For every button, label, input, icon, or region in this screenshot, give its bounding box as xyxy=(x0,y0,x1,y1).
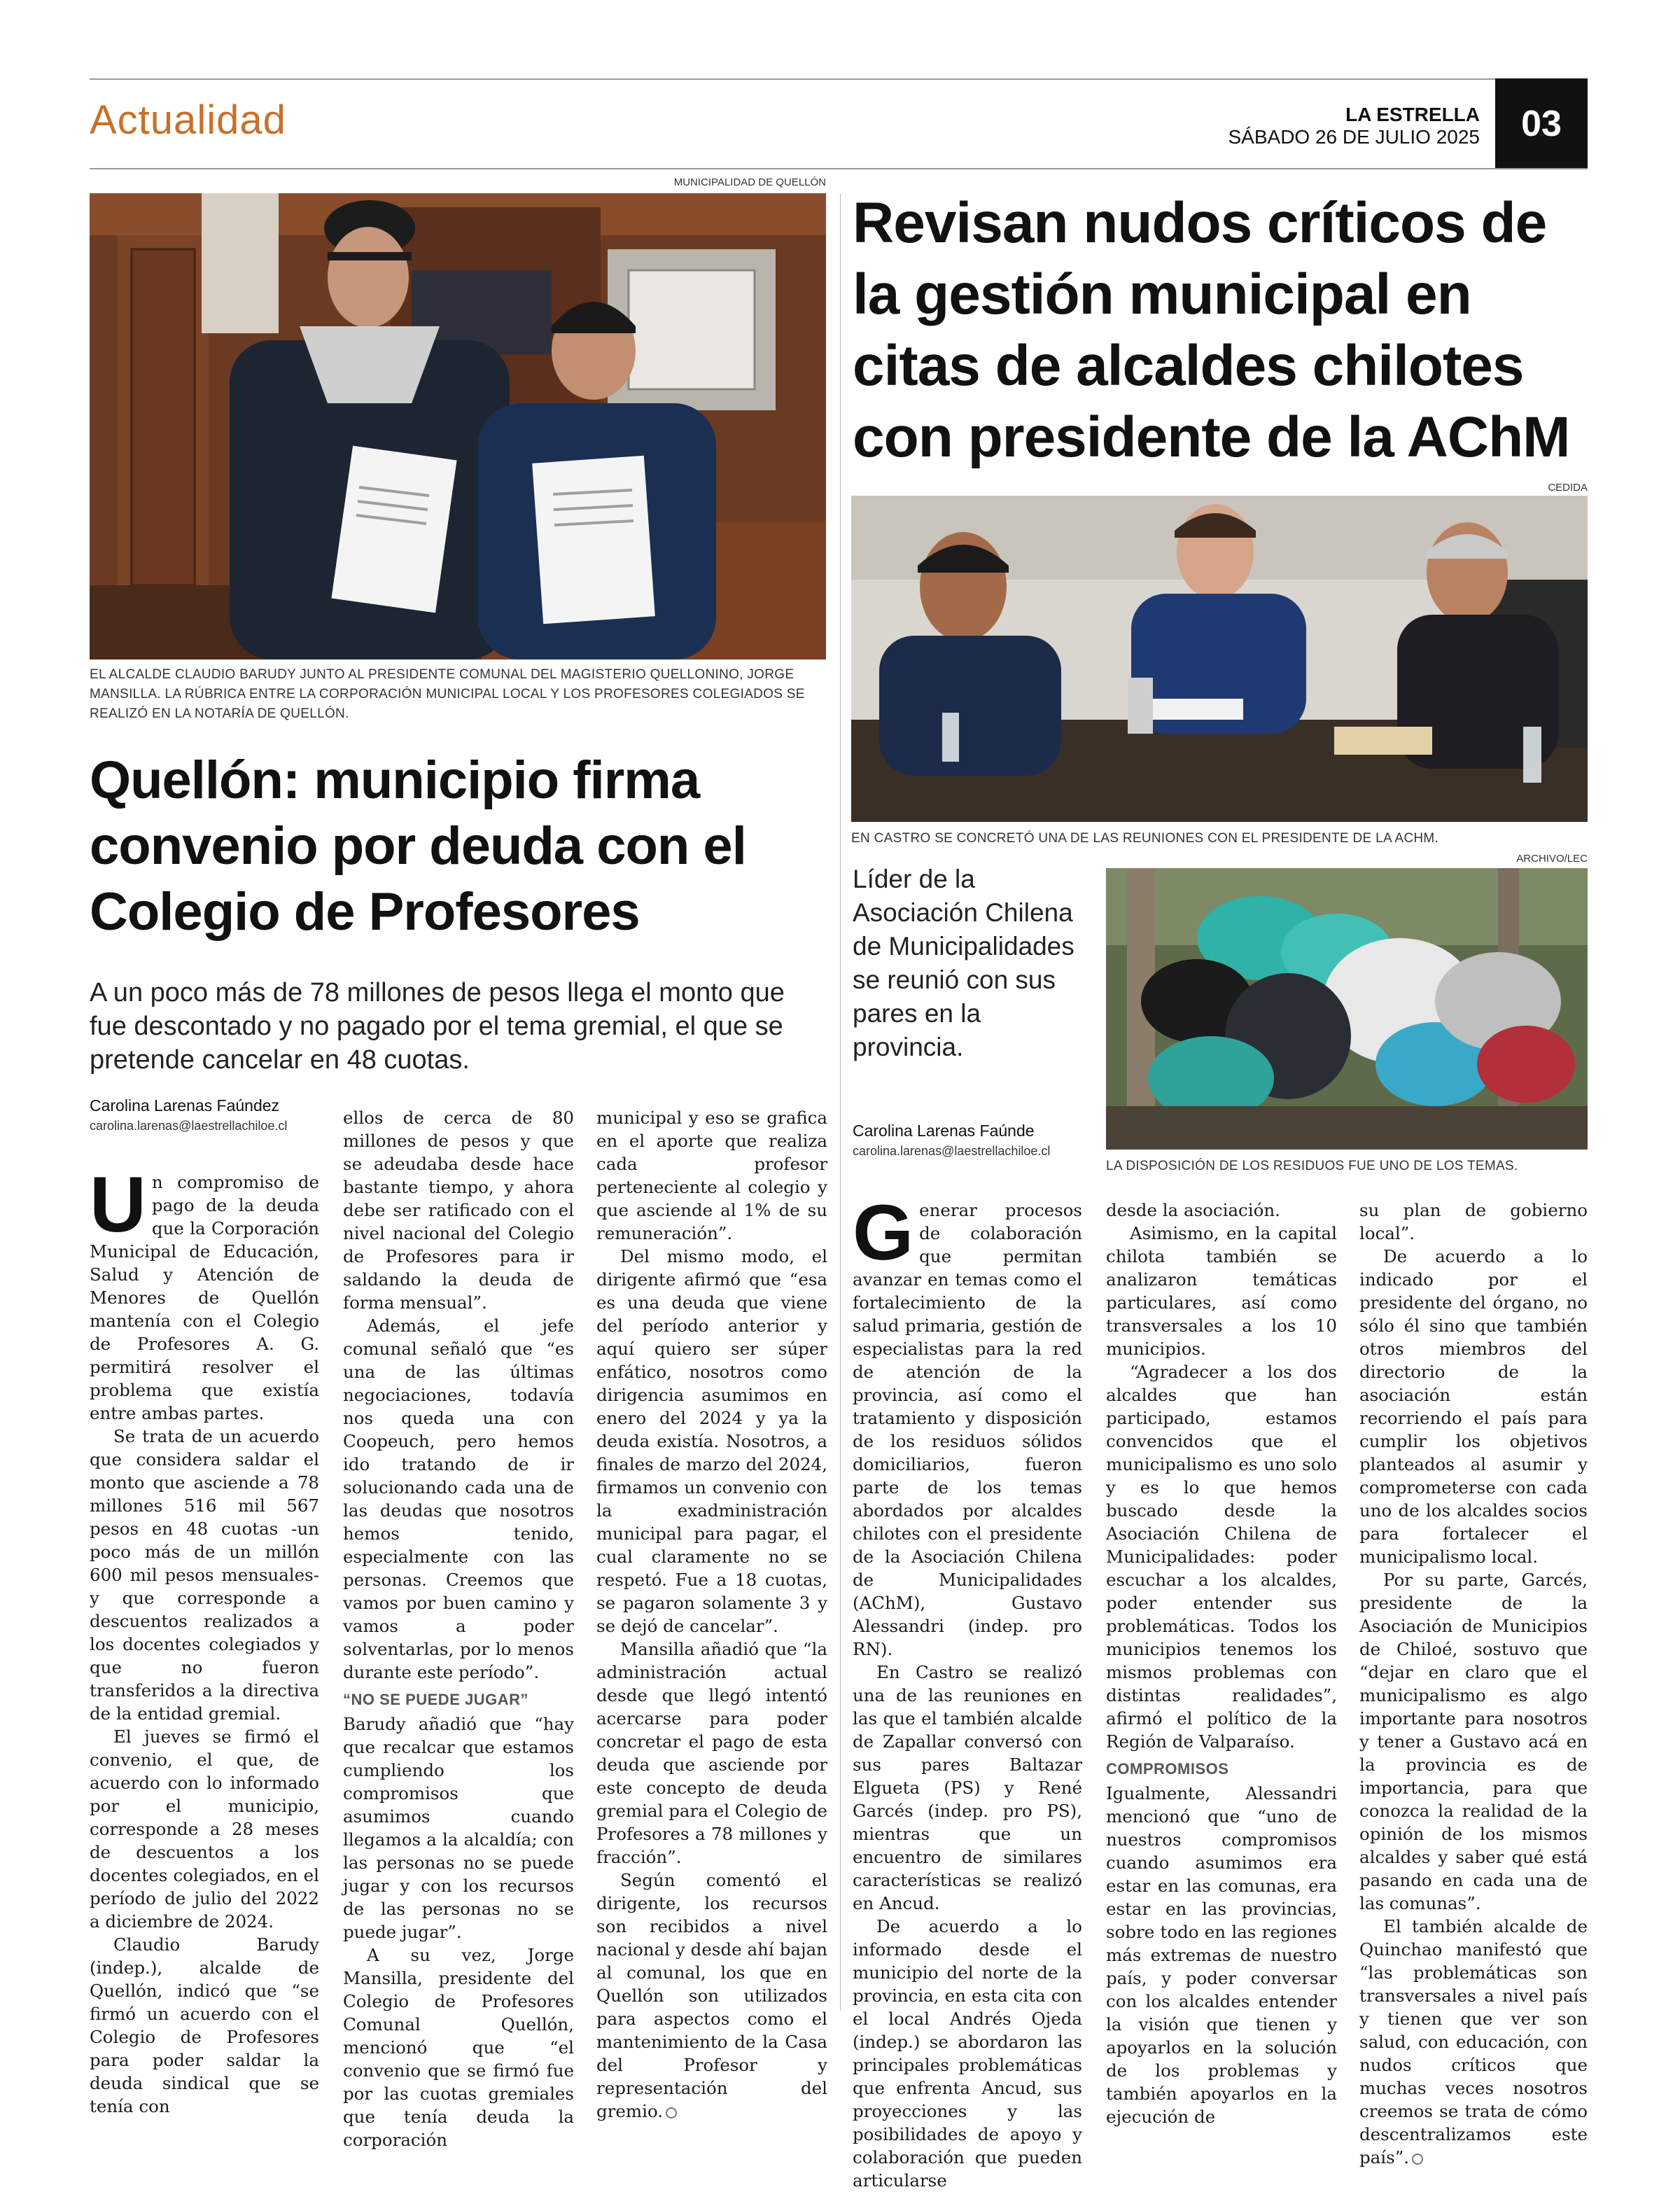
right-dropcap: G xyxy=(853,1189,914,1276)
left-column-2 xyxy=(343,1106,574,2151)
publication-date: SÁBADO 26 DE JULIO 2025 xyxy=(1228,126,1480,148)
right-col3-p3: Por su parte, Garcés, presidente de la Asociación de Municipios de Chiloé, sostuvo que “dejar en claro que el municipalismo es algo importante para nosotros y tener a Gustavo acá en la provincia es de importancia, para que conozca la realidad de la opinión de los mismos alcaldes y saber qué está pasando en cada una de las comunas”. xyxy=(1359,1570,1588,1913)
end-mark-icon xyxy=(666,2107,677,2118)
right-col1-p2: En Castro se realizó una de las reuniones en las que el también alcalde de Zapallar conversó con sus pares Baltazar Elgueta (PS) y René Garcés (indep. pro PS), mientras que un encuentro de similares características se realizó en Ancud. xyxy=(853,1662,1082,1913)
left-column-3 xyxy=(596,1106,827,2123)
header-rule-bottom xyxy=(90,168,1588,169)
left-col2-p4: A su vez, Jorge Mansilla, presidente del Colegio de Profesores Comunal Quellón, mencionó que “el convenio que se firmó fue por las cuotas gremiales que tenía deuda la corporación xyxy=(343,1945,574,2150)
left-col3-p4: Según comentó el dirigente, los recursos son recibidos a nivel nacional y desde ahí bajan al comunal, los que en Quellón son utilizados para aspectos como el mantenimiento de la Casa del Profesor y representación del gremio. xyxy=(596,1870,827,2121)
right-column-2 xyxy=(1106,1199,1337,2128)
right-author-email: carolina.larenas@laestrellachiloe.cl xyxy=(853,1144,1051,1158)
right-headline: Revisan nudos críticos de la gestión municipal en citas de alcaldes chilotes con presidente de la AChM xyxy=(853,191,1570,469)
article-divider xyxy=(840,193,841,2011)
left-author-email: carolina.larenas@laestrellachiloe.cl xyxy=(90,1119,288,1133)
left-subhead: “NO SE PUEDE JUGAR” xyxy=(343,1691,528,1708)
header-rule-top xyxy=(90,78,1588,80)
left-col1-p4: Claudio Barudy (indep.), alcalde de Quellón, indicó que “se firmó un acuerdo con el Colegio de Profesores para poder saldar la deuda sindical que se tenía con xyxy=(90,1934,319,2116)
right-lead: Líder de la Asociación Chilena de Municipalidades se reunió con sus pares en la provincia. xyxy=(853,865,1074,1061)
right-article-photo-waste xyxy=(1106,868,1588,1150)
left-col1-p3: El jueves se firmó el convenio, el que, de acuerdo con lo informado por el municipio, corresponde a 28 meses de descuentos a los docentes colegiados, en el período de julio del 2022 a diciembre de 2024. xyxy=(90,1726,319,1932)
left-col2-p1: ellos de cerca de 80 millones de pesos y que se adeudaba desde hace bastante tiempo, y ahora debe ser ratificado con el nivel nacional del Colegio de Profesores para ir saldando la deuda de forma mensual”. xyxy=(343,1108,574,1313)
waste-bags-photo xyxy=(1106,868,1588,1150)
right-col1-p3: De acuerdo a lo informado desde el municipio del norte de la provincia, en esta cita con el local Andrés Ojeda (indep.) se abordaron las principales problemáticas que enfrenta Ancud, sus proyecciones y las posibilidades de apoyo y colaboración que pueden articularse xyxy=(853,1916,1082,2191)
left-photo-credit: MUNICIPALIDAD DE QUELLÓN xyxy=(673,176,826,188)
right-col2-p1: desde la asociación. xyxy=(1106,1200,1280,1220)
left-col2-p2: Además, el jefe comunal señaló que “es una de las últimas negociaciones, todavía nos queda una con Coopeuch, pero hemos ido tratando de ir solucionando cada una de las deudas que nosotros hemos tenido, especialmente con las personas. Creemos que vamos por buen camino y vamos a poder solventarlas, por lo menos durante este período”. xyxy=(343,1315,574,1682)
right-col2-p2: Asimismo, en la capital chilota también se analizaron temáticas particulares, así como transversales a los 10 municipios. xyxy=(1106,1223,1337,1359)
page-number: 03 xyxy=(1495,78,1588,169)
right-col1-p1: enerar procesos de colaboración que permitan avanzar en temas como el fortalecimiento de la salud primaria, gestión de especialistas para la red de atención de la provincia, así como el tratamiento y disposición de los residuos sólidos domiciliarios, fueron parte de los temas abordados por alcaldes chilotes con el presidente de la Asociación Chilena de Municipalidades (AChM), Gustavo Alessandri (indep. pro RN). xyxy=(853,1200,1082,1659)
right-photo2-credit: ARCHIVO/LEC xyxy=(1516,853,1588,865)
left-headline: Quellón: municipio firma convenio por deuda con el Colegio de Profesores xyxy=(90,751,746,942)
end-mark-icon xyxy=(1412,2153,1423,2165)
left-col1-p2: Se trata de un acuerdo que considera saldar el monto que asciende a 78 millones 516 mil 567 pesos en 48 cuotas -un poco más de un millón 600 mil pesos mensuales- y que corresponde a descuentos realizados a los docentes colegiados y que no fueron transferidos a la directiva de la entidad gremial. xyxy=(90,1426,319,1724)
right-photo1-credit: CEDIDA xyxy=(1548,482,1588,494)
left-col3-p2: Del mismo modo, el dirigente afirmó que “esa es una deuda que viene del período anterior y aquí quiero ser súper enfático, nosotros como dirigencia asumimos en enero del 2024 y ya la deuda existía. Nosotros, a finales de marzo del 2024, firmamos un convenio con la exadministración municipal para pagar, el cual claramente no se respetó. Fue a 18 cuotas, se pagaron solamente 3 y se dejó de cancelar”. xyxy=(596,1246,827,1636)
left-col2-p3: Barudy añadió que “hay que recalcar que estamos cumpliendo los compromisos que asumimos cuando llegamos a la alcaldía; con las personas no se puede jugar y con los recursos de las personas no se puede jugar”. xyxy=(343,1714,574,1942)
right-col3-p1: su plan de gobierno local”. xyxy=(1359,1200,1588,1243)
right-column-1 xyxy=(853,1189,1082,2192)
left-lead: A un poco más de 78 millones de pesos llega el monto que fue descontado y no pagado por el tema gremial, el que se pretende cancelar en 48 cuotas. xyxy=(90,978,785,1075)
left-photo-caption: EL ALCALDE CLAUDIO BARUDY JUNTO AL PRESIDENTE COMUNAL DEL MAGISTERIO QUELLONINO, JORGE MANSILLA. LA RÚBRICA ENTRE LA CORPORACIÓN MUNICIPAL LOCAL Y LOS PROFESORES COLEGIADOS SE REALIZÓ EN LA NOTARÍA DE QUELLÓN. xyxy=(90,667,805,721)
right-col2-p3: “Agradecer a los dos alcaldes que han participado, estamos convencidos que el municipalismo es uno solo y es lo que hemos buscado desde la Asociación Chilena de Municipalidades: poder escuchar a los alcaldes, poder entender sus problemáticas. Todos los municipios tenemos los mismos problemas con distintas realidades”, afirmó el político de la Región de Valparaíso. xyxy=(1106,1362,1337,1752)
right-col2-p4: Igualmente, Alessandri mencionó que “uno de nuestros compromisos cuando asumimos era estar en las comunas, era estar en las provincias, sobre todo en las regiones más extremas de nuestro país, y poder conversar con los alcaldes entender la visión que tienen y apoyarlos en la solución de los problemas y también apoyarlos en la ejecución de xyxy=(1106,1783,1337,2127)
left-col3-p1: municipal y eso se grafica en el aporte que realiza cada profesor perteneciente al colegio y que asciende al 1% de su remuneración”. xyxy=(596,1108,827,1243)
mayor-and-teacher-photo xyxy=(90,193,826,659)
left-dropcap: U xyxy=(90,1161,146,1248)
right-col3-p2: De acuerdo a lo indicado por el presidente del órgano, no sólo él sino que también otros miembros del directorio de la asociación están recorriendo el país para cumplir los objetivos planteados al asumir y comprometerse con cada uno de los alcaldes socios para fortalecer el municipalismo local. xyxy=(1359,1246,1588,1567)
left-article-photo xyxy=(90,193,826,659)
left-col3-p3: Mansilla añadió que “la administración actual desde que llegó intentó acercarse para poder concretar el pago de esta deuda que asciende por este concepto de deuda gremial para el Colegio de Profesores a 78 millones y fracción”. xyxy=(596,1639,827,1867)
right-photo1-caption: EN CASTRO SE CONCRETÓ UNA DE LAS REUNIONES CON EL PRESIDENTE DE LA ACHM. xyxy=(851,831,1439,846)
section-title: Actualidad xyxy=(90,97,286,143)
newspaper-name: LA ESTRELLA xyxy=(1345,104,1480,125)
left-author: Carolina Larenas Faúndez xyxy=(90,1096,280,1115)
left-column-1 xyxy=(90,1161,319,2118)
right-column-3 xyxy=(1359,1199,1588,2169)
right-author: Carolina Larenas Faúnde xyxy=(853,1122,1035,1140)
right-col3-p4: El también alcalde de Quinchao manifestó que “las problemáticas son transversales a nivel país y tienen que ver son salud, con educación, con nudos críticos que muchas veces nosotros creemos se trata de cómo descentralizamos este país”. xyxy=(1359,1916,1588,2167)
right-photo2-caption: LA DISPOSICIÓN DE LOS RESIDUOS FUE UNO DE LOS TEMAS. xyxy=(1106,1159,1518,1173)
right-subhead: COMPROMISOS xyxy=(1106,1760,1229,1778)
left-col1-p1: n compromiso de pago de la deuda que la Corporación Municipal de Educación, Salud y Atención de Menores de Quellón mantenía con el Colegio de Profesores A. G. permitirá resolver el problema que existía entre ambas partes. xyxy=(90,1172,319,1423)
meeting-photo xyxy=(851,496,1588,822)
right-article-photo-meeting xyxy=(851,496,1588,822)
